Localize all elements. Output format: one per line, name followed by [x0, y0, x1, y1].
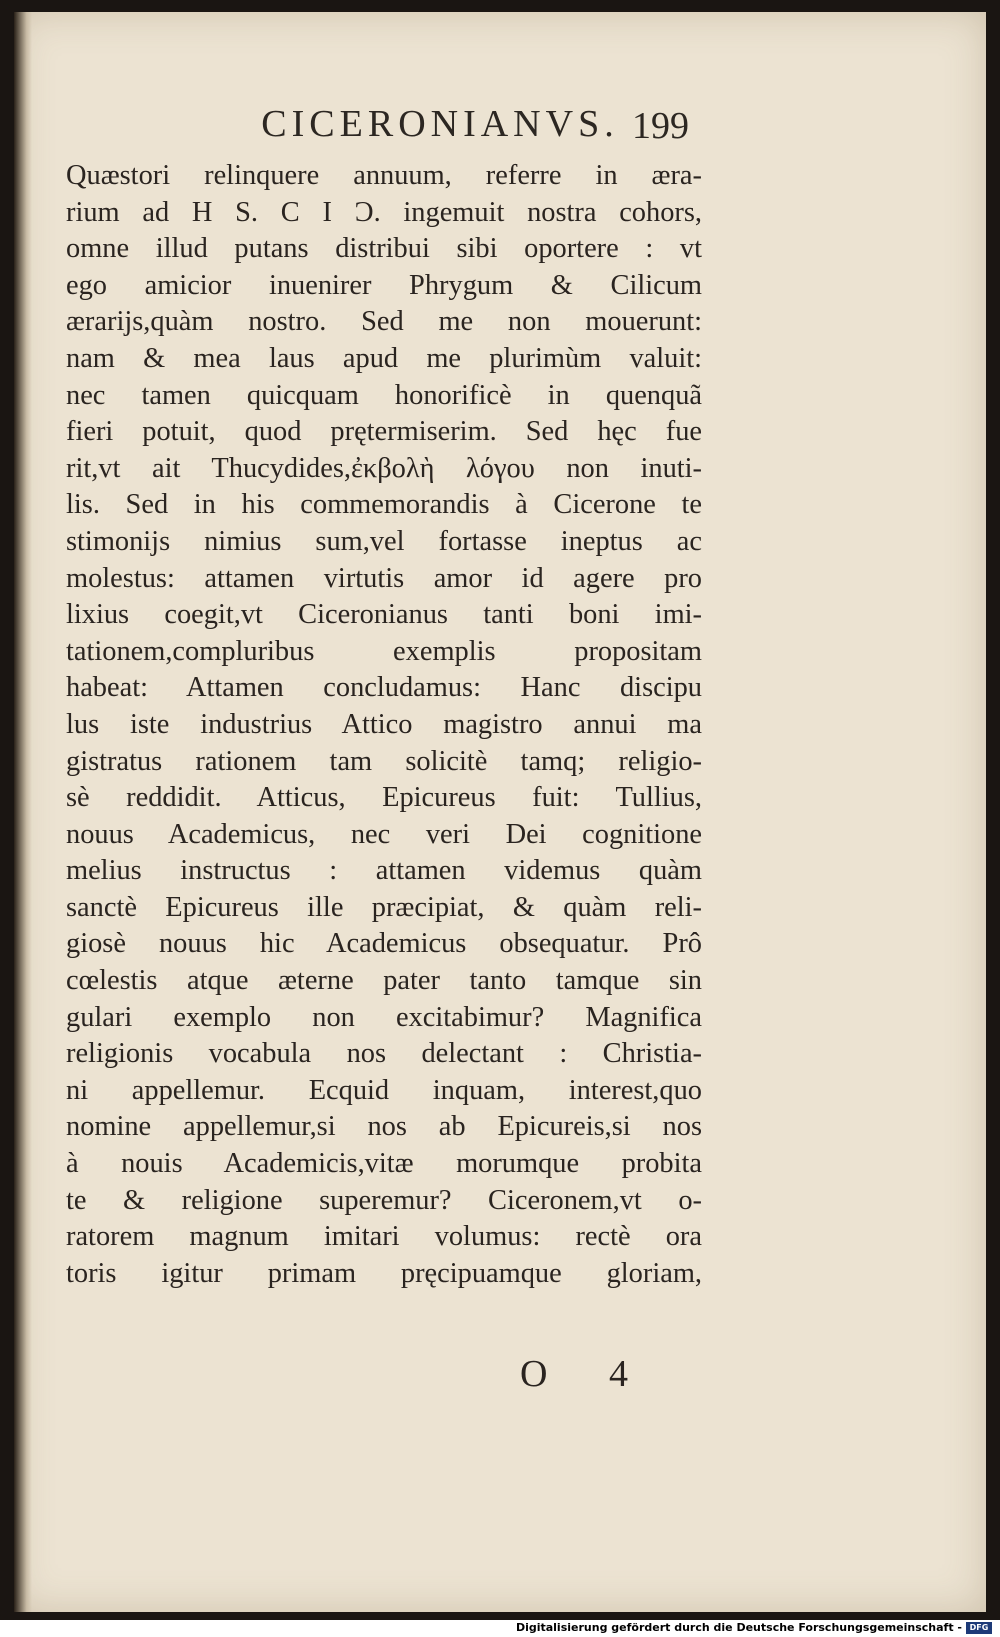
text-line: sanctè Epicureus ille præcipiat, & quàm reli-: [66, 891, 702, 923]
text-line: à nouis Academicis,vitæ morumque probita: [66, 1148, 702, 1180]
text-line: nec tamen quicquam honorificè in quenquã: [66, 379, 702, 411]
text-line: molestus: attamen virtutis amor id agere pro: [66, 562, 702, 594]
text-line: nouus Academicus, nec veri Dei cognitione: [66, 818, 702, 850]
text-line: ratorem magnum imitari volumus: rectè ora: [66, 1221, 702, 1253]
text-line: ærarijs,quàm nostro. Sed me non mouerunt:: [66, 306, 702, 338]
body-text: [66, 158, 702, 1292]
running-head: CICERONIANVS.: [261, 103, 619, 145]
text-line: lis. Sed in his commemorandis à Cicerone te: [66, 489, 702, 521]
text-line: religionis vocabula nos delectant : Christia-: [66, 1038, 702, 1070]
text-line: cœlestis atque æterne pater tanto tamque sin: [66, 965, 702, 997]
text-line: lus iste industrius Attico magistro annui ma: [66, 708, 702, 740]
text-line: ego amicior inuenirer Phrygum & Cilicum: [66, 269, 702, 301]
text-line: nam & mea laus apud me plurimùm valuit:: [66, 342, 702, 374]
dfg-logo: DFG: [966, 1622, 992, 1634]
signature-mark: O 4: [520, 1353, 654, 1395]
text-line: ni appellemur. Ecquid inquam, interest,quo: [66, 1074, 702, 1106]
text-line: rium ad H S. C I Ɔ. ingemuit nostra cohors,: [66, 196, 702, 228]
page-number: 199: [632, 105, 689, 147]
text-line: giosè nouus hic Academicus obsequatur. Prô: [66, 928, 702, 960]
text-line: sè reddidit. Atticus, Epicureus fuit: Tullius,: [66, 782, 702, 814]
text-line: gistratus rationem tam solicitè tamq; religio-: [66, 745, 702, 777]
funding-credit: Digitalisierung gefördert durch die Deutsche Forschungsgemeinschaft -: [515, 1621, 962, 1634]
text-line: tationem,compluribus exemplis propositam: [66, 635, 702, 667]
text-line: lixius coegit,vt Ciceronianus tanti boni imi-: [66, 599, 702, 631]
page-gutter-shadow: [14, 12, 32, 1612]
text-line: melius instructus : attamen videmus quàm: [66, 855, 702, 887]
text-line: Quæstori relinquere annuum, referre in æra-: [66, 160, 702, 191]
text-line: omne illud putans distribui sibi oportere : vt: [66, 233, 702, 265]
footer-bar: [0, 1620, 1000, 1637]
text-line: rit,vt ait Thucydides,ἐκβολὴ λόγου non inuti-: [66, 452, 702, 484]
text-line: toris igitur primam pręcipuamque gloriam,: [66, 1257, 702, 1289]
text-line: stimonijs nimius sum,vel fortasse ineptus ac: [66, 525, 702, 557]
text-line: fieri potuit, quod prętermiserim. Sed hęc fue: [66, 416, 702, 448]
text-line: habeat: Attamen concludamus: Hanc discipu: [66, 672, 702, 704]
text-line: nomine appellemur,si nos ab Epicureis,si nos: [66, 1111, 702, 1143]
text-line: te & religione superemur? Ciceronem,vt o-: [66, 1184, 702, 1216]
text-line: gulari exemplo non excitabimur? Magnifica: [66, 1001, 702, 1033]
